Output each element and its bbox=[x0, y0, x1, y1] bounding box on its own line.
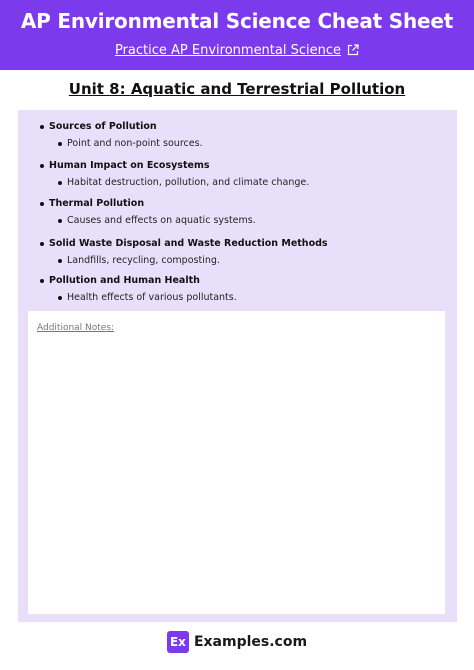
practice-link-row bbox=[0, 43, 474, 60]
section-detail: Habitat destruction, pollution, and climate change. bbox=[58, 176, 447, 190]
notes-label-text: Additional Notes bbox=[37, 323, 112, 333]
list-item bbox=[40, 237, 447, 268]
brand-name: Examples.com bbox=[193, 634, 308, 650]
header-banner bbox=[0, 0, 474, 70]
section-detail: Point and non-point sources. bbox=[58, 137, 447, 151]
practice-link[interactable]: Practice AP Environmental Science bbox=[114, 43, 342, 58]
section-detail: Health effects of various pollutants. bbox=[58, 291, 447, 305]
section-title: Human Impact on Ecosystems bbox=[40, 159, 447, 173]
list-item bbox=[40, 274, 447, 305]
notes-label-suffix: : bbox=[111, 323, 115, 333]
topic-list bbox=[40, 120, 447, 305]
brand-logo[interactable] bbox=[167, 631, 307, 653]
section-title: Thermal Pollution bbox=[40, 197, 447, 211]
unit-title: Unit 8: Aquatic and Terrestrial Pollution bbox=[68, 80, 406, 98]
content-panel bbox=[18, 110, 457, 622]
list-item bbox=[40, 120, 447, 151]
notes-area[interactable] bbox=[28, 311, 445, 614]
section-detail: Landfills, recycling, composting. bbox=[58, 254, 447, 268]
page-title: AP Environmental Science Cheat Sheet bbox=[20, 9, 454, 33]
notes-label bbox=[37, 323, 114, 333]
list-item bbox=[40, 159, 447, 190]
external-link-icon[interactable] bbox=[347, 44, 359, 60]
section-title: Sources of Pollution bbox=[40, 120, 447, 134]
list-item bbox=[40, 197, 447, 228]
section-title: Pollution and Human Health bbox=[40, 274, 447, 288]
section-detail: Causes and effects on aquatic systems. bbox=[58, 214, 447, 228]
logo-badge-icon: Ex bbox=[167, 631, 189, 653]
section-title: Solid Waste Disposal and Waste Reduction Methods bbox=[40, 237, 447, 251]
footer bbox=[0, 631, 474, 655]
